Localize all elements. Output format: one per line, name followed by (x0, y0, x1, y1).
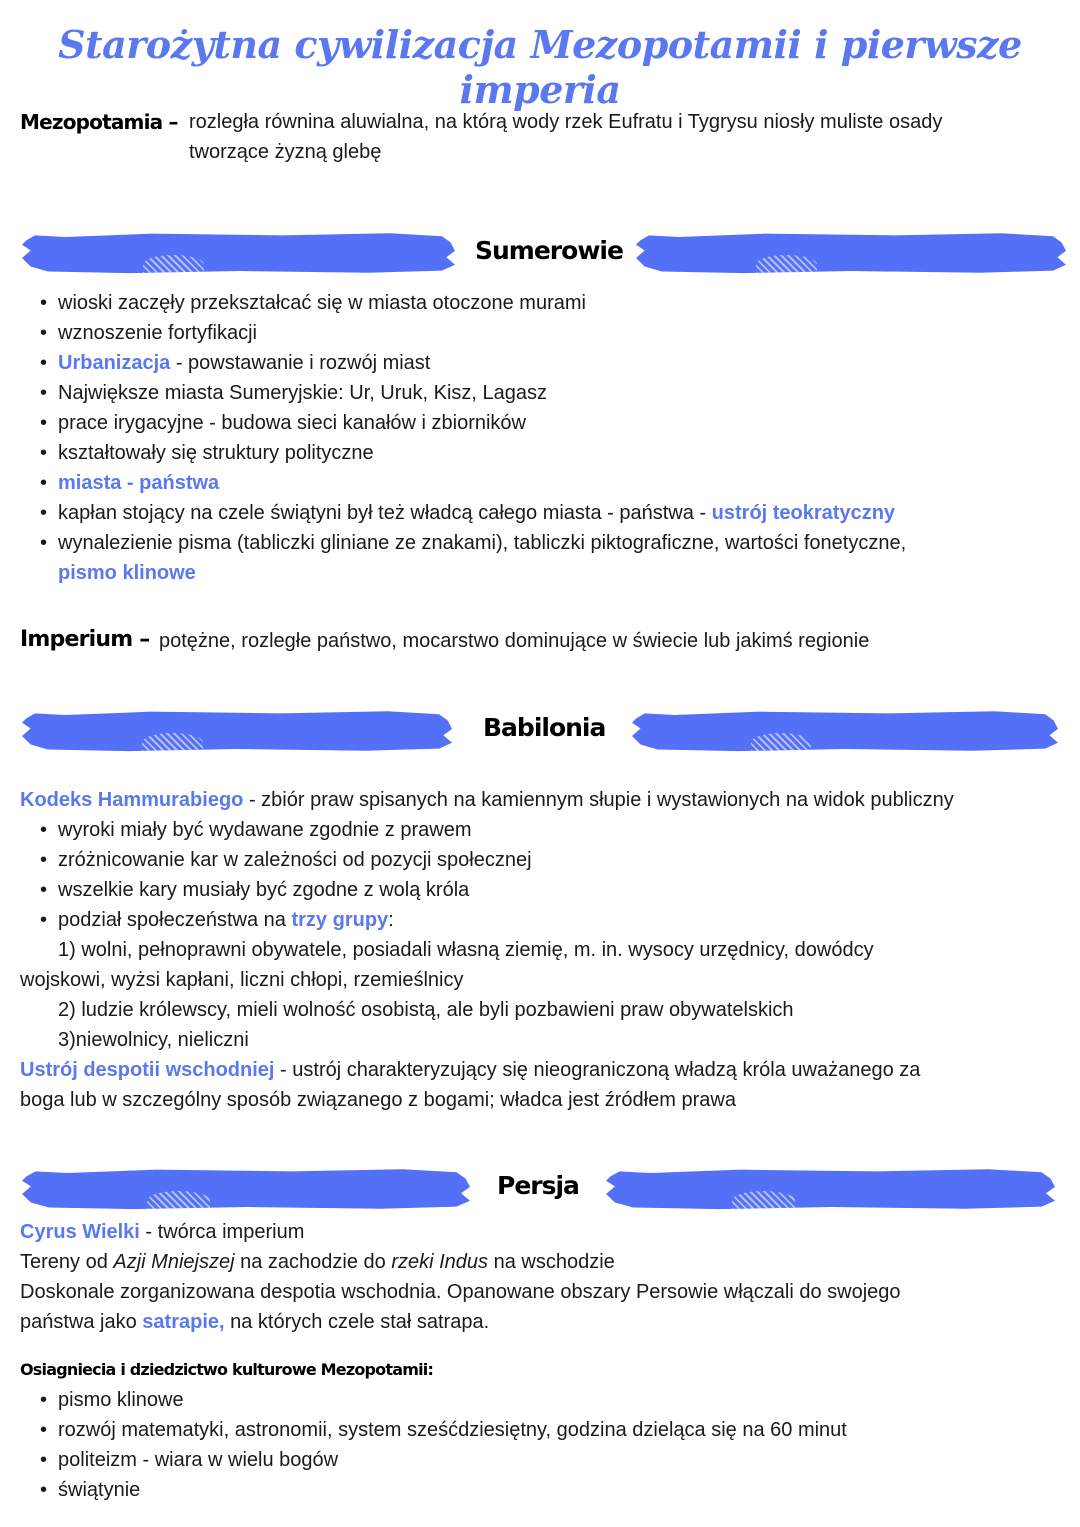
text-segment: pismo klinowe (58, 1389, 184, 1411)
text-segment: kształtowały się struktury polityczne (58, 442, 374, 464)
brush-stroke-decoration (22, 710, 452, 752)
text-line (20, 1247, 1070, 1277)
definition-line: rozległa równina aluwialna, na którą wody rzek Eufratu i Tygrysu niosły muliste osady (189, 111, 943, 133)
text-segment: - ustrój charakteryzujący się nieograniczoną władzą króla uważanego za (274, 1059, 921, 1081)
bullet-item (20, 1415, 1070, 1445)
text-segment: wznoszenie fortyfikacji (58, 322, 257, 344)
brush-stroke-decoration (606, 1168, 1055, 1210)
bullet-item (20, 438, 1070, 468)
text-line (20, 1025, 1070, 1055)
text-segment: świątynie (58, 1479, 141, 1501)
definition-mezopotamia (189, 107, 942, 167)
section-heading-babilonia: Babilonia (483, 713, 606, 742)
text-segment: na zachodzie do (234, 1251, 392, 1273)
bullet-item (20, 468, 1070, 498)
page-title: Starożytna cywilizacja Mezopotamii i pierwsze imperia (58, 22, 1022, 112)
text-segment: wojskowi, wyżsi kapłani, liczni chłopi, rzemieślnicy (20, 969, 464, 991)
highlighted-term: Kodeks Hammurabiego (20, 789, 244, 811)
text-segment: podział społeczeństwa na (58, 909, 292, 931)
term-mezopotamia: Mezopotamia – (20, 110, 178, 134)
text-line (20, 935, 1070, 965)
brush-stroke-decoration (632, 710, 1058, 752)
brush-stroke-decoration (22, 1168, 470, 1210)
highlighted-term: Urbanizacja (58, 352, 171, 374)
bullet-item (20, 408, 1070, 438)
term-imperium: Imperium – (20, 627, 150, 652)
section-persja (20, 1217, 1070, 1337)
text-segment: Doskonale zorganizowana despotia wschodnia. Opanowane obszary Persowie włączali do swojego (20, 1281, 901, 1303)
bullet-item (20, 348, 1070, 378)
text-segment: Tereny od (20, 1251, 114, 1273)
text-segment: wyroki miały być wydawane zgodnie z prawem (58, 819, 472, 841)
text-segment: 2) ludzie królewscy, mieli wolność osobistą, ale byli pozbawieni praw obywatelskich (58, 999, 794, 1021)
text-segment: państwa jako (20, 1311, 143, 1333)
brush-stroke-decoration (636, 232, 1066, 274)
text-line (20, 1085, 1070, 1115)
section-babilonia (20, 785, 1070, 1115)
text-segment: Największe miasta Sumeryjskie: Ur, Uruk, Kisz, Lagasz (58, 382, 548, 404)
section-heading-persja: Persja (497, 1171, 579, 1200)
heritage-heading: Osiagniecia i dziedzictwo kulturowe Mezopotamii: (20, 1360, 434, 1379)
text-segment: politeizm - wiara w wielu bogów (58, 1449, 339, 1471)
bullet-item (20, 905, 1070, 935)
text-line (20, 1055, 1070, 1085)
text-line (20, 1217, 1070, 1247)
text-segment: prace irygacyjne - budowa sieci kanałów i zbiorników (58, 412, 526, 434)
text-segment: - zbiór praw spisanych na kamiennym słupie i wystawionych na widok publiczny (243, 789, 954, 811)
text-segment: - twórca imperium (139, 1221, 305, 1243)
highlighted-term: pismo klinowe (58, 562, 196, 584)
bullet-item (20, 815, 1070, 845)
definition-imperium: potężne, rozległe państwo, mocarstwo dominujące w świecie lub jakimś regionie (159, 630, 870, 652)
bullet-item (20, 845, 1070, 875)
section-heading-sumerowie: Sumerowie (475, 236, 623, 265)
text-segment: na których czele stał satrapa. (224, 1311, 490, 1333)
text-segment: na wschodzie (488, 1251, 615, 1273)
definition-line: tworzące żyzną glebę (189, 141, 382, 163)
highlighted-term: trzy grupy (291, 909, 389, 931)
text-segment: kapłan stojący na czele świątyni był też władcą całego miasta - państwa - (58, 502, 712, 524)
text-line (20, 995, 1070, 1025)
text-segment: 1) wolni, pełnoprawni obywatele, posiadali własną ziemię, m. in. wysocy urzędnicy, dowódcy (58, 939, 874, 961)
text-segment: rozwój matematyki, astronomii, system sześćdziesiętny, godzina dzieląca się na 60 minut (58, 1419, 847, 1441)
bullet-item (20, 1475, 1070, 1505)
text-line (20, 1277, 1070, 1307)
text-segment: : (388, 909, 394, 931)
bullet-item (20, 875, 1070, 905)
bullet-item (20, 498, 1070, 528)
text-segment: wszelkie kary musiały być zgodne z wolą króla (58, 879, 470, 901)
section-heritage (20, 1385, 1070, 1505)
text-line (20, 785, 1070, 815)
text-line (20, 558, 1070, 588)
highlighted-term: ustrój teokratyczny (711, 502, 896, 524)
bullet-item (20, 378, 1070, 408)
text-segment: wynalezienie pisma (tabliczki gliniane ze znakami), tabliczki piktograficzne, wartości fonetyczne, (58, 532, 907, 554)
highlighted-term: Ustrój despotii wschodniej (20, 1059, 275, 1081)
highlighted-term: Cyrus Wielki (20, 1221, 140, 1243)
bullet-item (20, 1445, 1070, 1475)
text-line (20, 1307, 1070, 1337)
text-segment: boga lub w szczególny sposób związanego z bogami; władca jest źródłem prawa (20, 1089, 736, 1111)
italic-text: rzeki Indus (391, 1251, 489, 1273)
text-segment: wioski zaczęły przekształcać się w miasta otoczone murami (58, 292, 586, 314)
text-segment: zróżnicowanie kar w zależności od pozycji społecznej (58, 849, 532, 871)
italic-text: Azji Mniejszej (113, 1251, 235, 1273)
bullet-item (20, 318, 1070, 348)
text-segment: - powstawanie i rozwój miast (170, 352, 431, 374)
bullet-item (20, 288, 1070, 318)
section-sumerowie (20, 288, 1070, 588)
bullet-item (20, 1385, 1070, 1415)
highlighted-term: satrapie, (142, 1311, 225, 1333)
bullet-item (20, 528, 1070, 558)
brush-stroke-decoration (22, 232, 455, 274)
text-line (20, 965, 1070, 995)
highlighted-term: miasta - państwa (58, 472, 220, 494)
text-segment: 3)niewolnicy, nieliczni (58, 1029, 249, 1051)
